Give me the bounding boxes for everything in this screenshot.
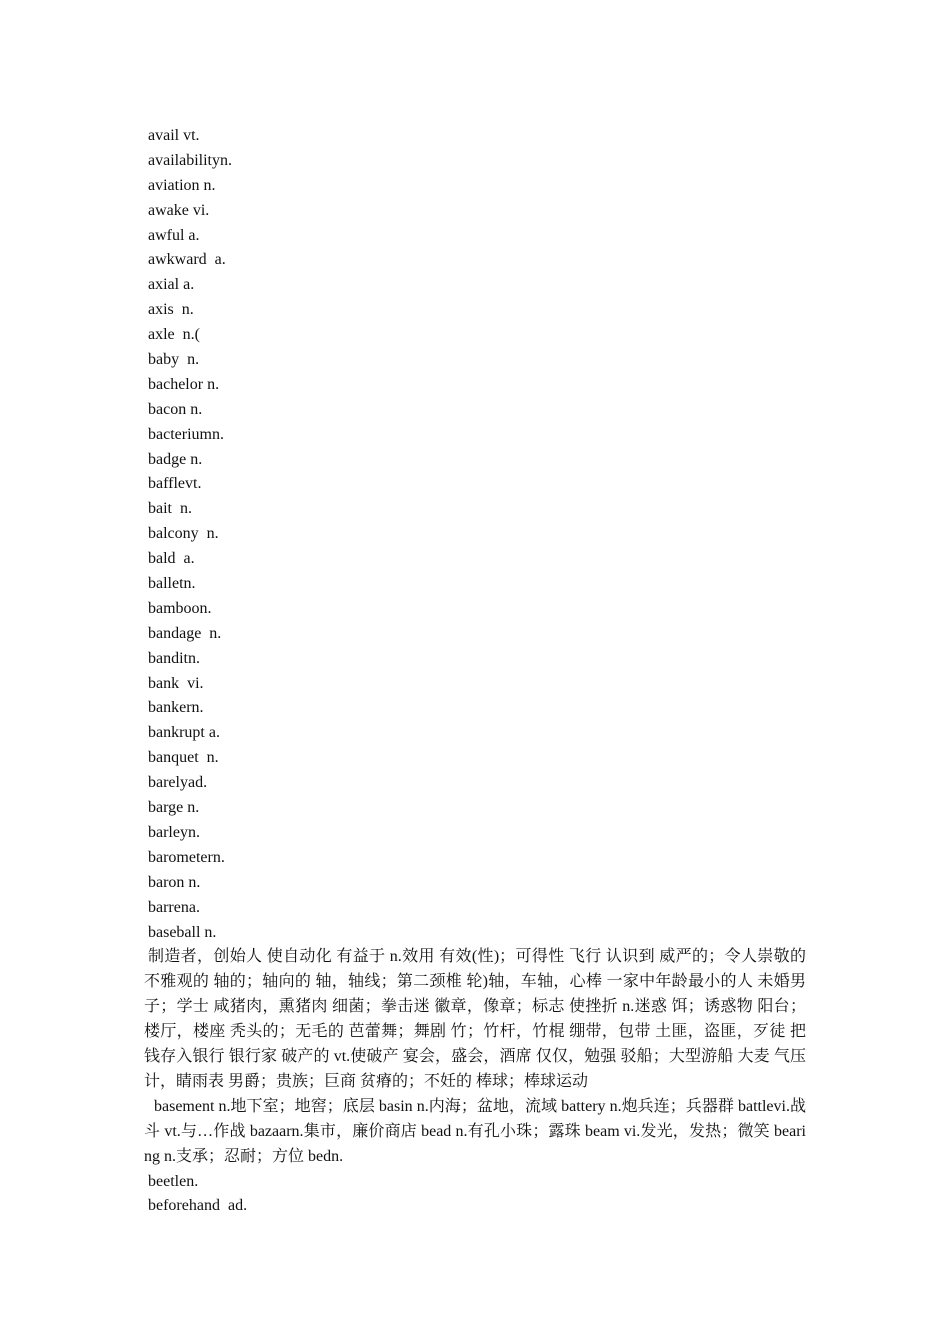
vocab-entry: beforehand ad.	[148, 1197, 248, 1215]
document-body	[144, 124, 806, 1219]
definitions-paragraph: basement n.地下室；地窖；底层 basin n.内海；盆地，流域 battery n.炮兵连；兵器群 battlevi.战斗 vt.与…作战 bazaarn.集市，廉价商店 bead n.有孔小珠；露珠 beam vi.发光，发热；微笑 bearing n.支承；忍耐；方位 bedn.	[144, 1097, 806, 1165]
vocab-entry: avail vt.	[148, 127, 200, 144]
vocab-entry: baby n.	[148, 351, 200, 369]
vocab-entry: bafflevt.	[148, 475, 202, 493]
vocab-entry: awkward a.	[148, 251, 226, 269]
vocab-entry: bankrupt a.	[148, 724, 220, 742]
vocab-entry: axial a.	[148, 276, 195, 294]
vocab-entry: availabilityn.	[148, 151, 232, 169]
vocab-entry: barometern.	[148, 848, 225, 866]
vocab-entry: bamboon.	[148, 599, 212, 617]
vocab-entry: barrena.	[148, 898, 200, 916]
definitions-paragraph: 制造者，创始人 使自动化 有益于 n.效用 有效(性)；可得性 飞行 认识到 威严的；令人崇敬的 不雅观的 轴的；轴向的 轴，轴线；第二颈椎 轮)轴，车轴，心棒 一家中年龄最小的人 未婚男子；学士 咸猪肉，熏猪肉 细菌；拳击迷 徽章，像章；标志 使挫折 n.迷惑 饵；诱惑物 阳台；楼厅，楼座 秃头的；无毛的 芭蕾舞；舞剧 竹；竹杆，竹棍 绷带，包带 土匪，盗匪，歹徒 把钱存入银行 银行家 破产的 vt.使破产 宴会，盛会，酒席 仅仅，勉强 驳船；大型游船 大麦 气压计，睛雨表 男爵；贵族；巨商 贫瘠的；不妊的 棒球；棒球运动	[144, 948, 806, 1090]
vocab-entry: bankern.	[148, 699, 204, 717]
vocab-entry: beetlen.	[148, 1172, 199, 1190]
vocab-entry: bacteriumn.	[148, 425, 224, 443]
vocab-entry: awake vi.	[148, 201, 210, 219]
vocab-entry: aviation n.	[148, 176, 216, 194]
vocab-entry: badge n.	[148, 450, 203, 468]
vocab-entry: balcony n.	[148, 525, 219, 543]
vocab-entry: baron n.	[148, 873, 201, 891]
vocab-entry: barleyn.	[148, 823, 200, 841]
vocab-entry: bandage n.	[148, 624, 222, 642]
vocab-entry: banditn.	[148, 649, 200, 667]
vocab-entry: banquet n.	[148, 749, 219, 767]
vocab-entry: bacon n.	[148, 400, 203, 418]
vocab-entry: axle n.(	[148, 326, 200, 344]
vocab-entry: bank vi.	[148, 674, 204, 692]
vocabulary-list	[144, 124, 806, 945]
vocab-entry: balletn.	[148, 575, 196, 593]
vocab-entry: barge n.	[148, 799, 200, 817]
vocab-entry: baseball n.	[148, 923, 217, 941]
vocab-entry: axis n.	[148, 301, 194, 319]
vocabulary-list-continued	[144, 1170, 806, 1220]
vocab-entry: awful a.	[148, 226, 200, 244]
vocab-entry: bachelor n.	[148, 375, 220, 393]
vocab-entry: bald a.	[148, 550, 195, 568]
vocab-entry: bait n.	[148, 500, 192, 518]
vocab-entry: barelyad.	[148, 774, 208, 792]
